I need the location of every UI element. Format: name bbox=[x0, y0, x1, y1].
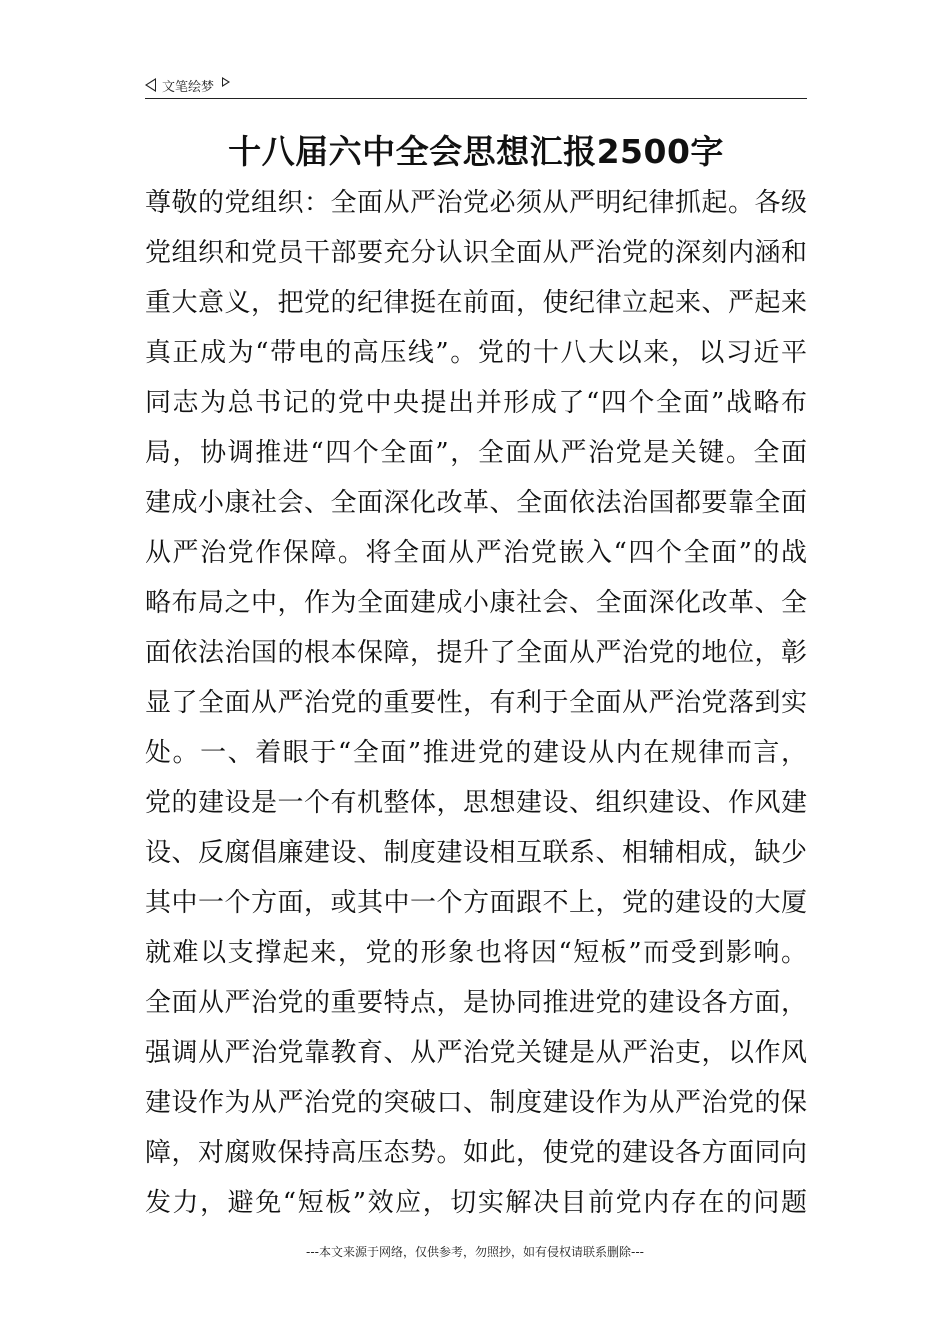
document-body bbox=[145, 178, 807, 1228]
body-line: 其中一个方面，或其中一个方面跟不上，党的建设的大厦 bbox=[145, 888, 807, 918]
page-footer: ---本文来源于网络，仅供参考，勿照抄，如有侵权请联系删除--- bbox=[306, 1245, 644, 1259]
triangle-left-icon bbox=[145, 78, 156, 92]
body-line: 党的建设是一个有机整体，思想建设、组织建设、作风建 bbox=[145, 788, 807, 818]
body-line: 发力，避免“短板”效应，切实解决目前党内存在的问题 bbox=[145, 1188, 807, 1218]
body-line: 就难以支撑起来，党的形象也将因“短板”而受到影响。 bbox=[145, 938, 807, 968]
body-line: 尊敬的党组织：全面从严治党必须从严明纪律抓起。各级 bbox=[145, 188, 807, 218]
page-header bbox=[145, 72, 807, 99]
body-line: 障，对腐败保持高压态势。如此，使党的建设各方面同向 bbox=[145, 1138, 807, 1168]
body-line: 党组织和党员干部要充分认识全面从严治党的深刻内涵和 bbox=[145, 238, 807, 268]
body-line: 同志为总书记的党中央提出并形成了“四个全面”战略布 bbox=[145, 388, 807, 418]
body-line: 面依法治国的根本保障，提升了全面从严治党的地位，彰 bbox=[145, 638, 807, 668]
body-line: 设、反腐倡廉建设、制度建设相互联系、相辅相成，缺少 bbox=[145, 838, 807, 868]
body-line: 真正成为“带电的高压线”。党的十八大以来，以习近平 bbox=[145, 338, 807, 368]
body-line: 重大意义，把党的纪律挺在前面，使纪律立起来、严起来 bbox=[145, 288, 807, 318]
body-line: 建设作为从严治党的突破口、制度建设作为从严治党的保 bbox=[145, 1088, 807, 1118]
triangle-right-icon bbox=[222, 77, 230, 87]
body-line: 显了全面从严治党的重要性，有利于全面从严治党落到实 bbox=[145, 688, 807, 718]
header-label: 文笔绘梦 bbox=[162, 79, 215, 95]
body-line: 局，协调推进“四个全面”，全面从严治党是关键。全面 bbox=[145, 438, 807, 468]
body-line: 建成小康社会、全面深化改革、全面依法治国都要靠全面 bbox=[145, 488, 807, 518]
body-line: 略布局之中，作为全面建成小康社会、全面深化改革、全 bbox=[145, 588, 807, 618]
body-line: 处。一、着眼于“全面”推进党的建设从内在规律而言， bbox=[145, 738, 807, 768]
document-title: 十八届六中全会思想汇报2500字 bbox=[228, 132, 724, 171]
body-line: 全面从严治党的重要特点，是协同推进党的建设各方面， bbox=[145, 988, 807, 1018]
body-line: 从严治党作保障。将全面从严治党嵌入“四个全面”的战 bbox=[145, 538, 807, 568]
body-line: 强调从严治党靠教育、从严治党关键是从严治吏，以作风 bbox=[145, 1038, 807, 1068]
